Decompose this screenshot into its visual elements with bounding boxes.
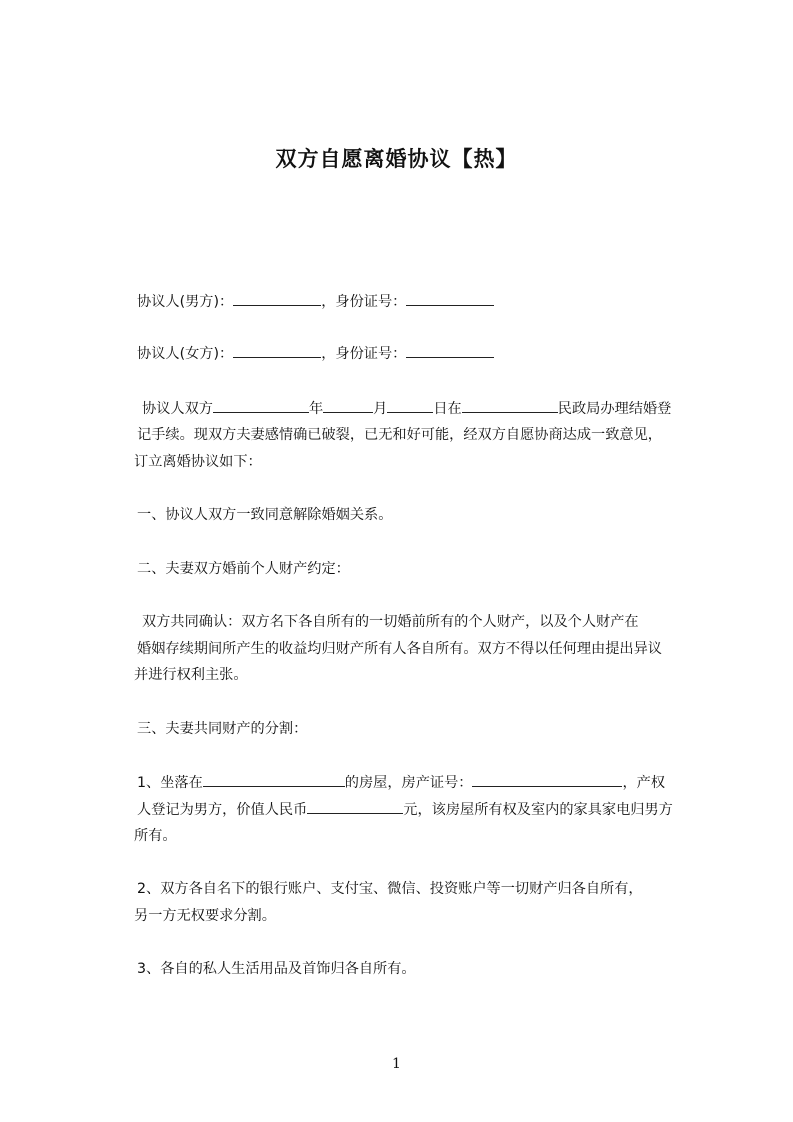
month-blank [323,398,373,413]
party-male-label: 协议人(男方)： [137,294,234,310]
section-3-heading: 三、夫妻共同财产的分割： [137,721,308,737]
intro-bureau-text: 民政局办理结婚登 [557,401,672,417]
party-female-label: 协议人(女方)： [137,346,234,362]
female-name-blank [233,343,321,358]
cert-blank [472,772,622,787]
item-1-value-label: 人登记为男方，价值人民币 [137,802,308,818]
value-blank [307,799,403,814]
item-1-line-1 [137,772,665,793]
party-male-id-label: ，身份证号： [321,294,407,310]
day-blank [387,398,433,413]
intro-month-label: 月 [373,401,388,417]
document-title: 双方自愿离婚协议【热】 [275,147,518,171]
item-1-owner-label: ，产权 [622,775,666,791]
female-id-blank [406,343,494,358]
section-2-line-1: 双方共同确认：双方名下各自所有的一切婚前所有的个人财产，以及个人财产在 [142,614,639,630]
item-3: 3、各自的私人生活用品及首饰归各自所有。 [137,961,416,977]
item-1-value-tail: 元，该房屋所有权及室内的家具家电归男方 [403,802,673,818]
year-blank [213,398,309,413]
male-name-blank [233,291,321,306]
intro-line-3: 订立离婚协议如下： [134,454,262,470]
item-1-location-label: 1、坐落在 [137,775,203,791]
section-2-line-3: 并进行权利主张。 [134,667,248,683]
intro-line-2: 记手续。现双方夫妻感情确已破裂，已无和好可能，经双方自愿协商达成一致意见， [137,427,662,443]
section-2-line-2: 婚姻存续期间所产生的收益均归财产所有人各自所有。双方不得以任何理由提出异议 [137,641,662,657]
item-2-line-1: 2、双方各自名下的银行账户、支付宝、微信、投资账户等一切财产归各自所有， [137,881,643,897]
intro-text: 协议人双方 [142,401,213,417]
location-blank [203,772,345,787]
bureau-blank [462,398,558,413]
section-2-heading: 二、夫妻双方婚前个人财产约定： [137,561,350,577]
item-1-cert-label: 的房屋，房产证号： [344,775,473,791]
party-female-id-label: ，身份证号： [321,346,407,362]
item-1-line-3: 所有。 [134,828,177,844]
section-1: 一、协议人双方一致同意解除婚姻关系。 [137,507,393,523]
page-number: 1 [392,1056,401,1072]
party-male-line [137,291,494,312]
item-1-line-2 [137,799,673,820]
intro-line-1 [142,398,671,419]
intro-year-label: 年 [308,401,324,417]
party-female-line [137,343,494,364]
male-id-blank [406,291,494,306]
intro-day-label: 日在 [433,401,462,417]
item-2-line-2: 另一方无权要求分割。 [134,908,276,924]
